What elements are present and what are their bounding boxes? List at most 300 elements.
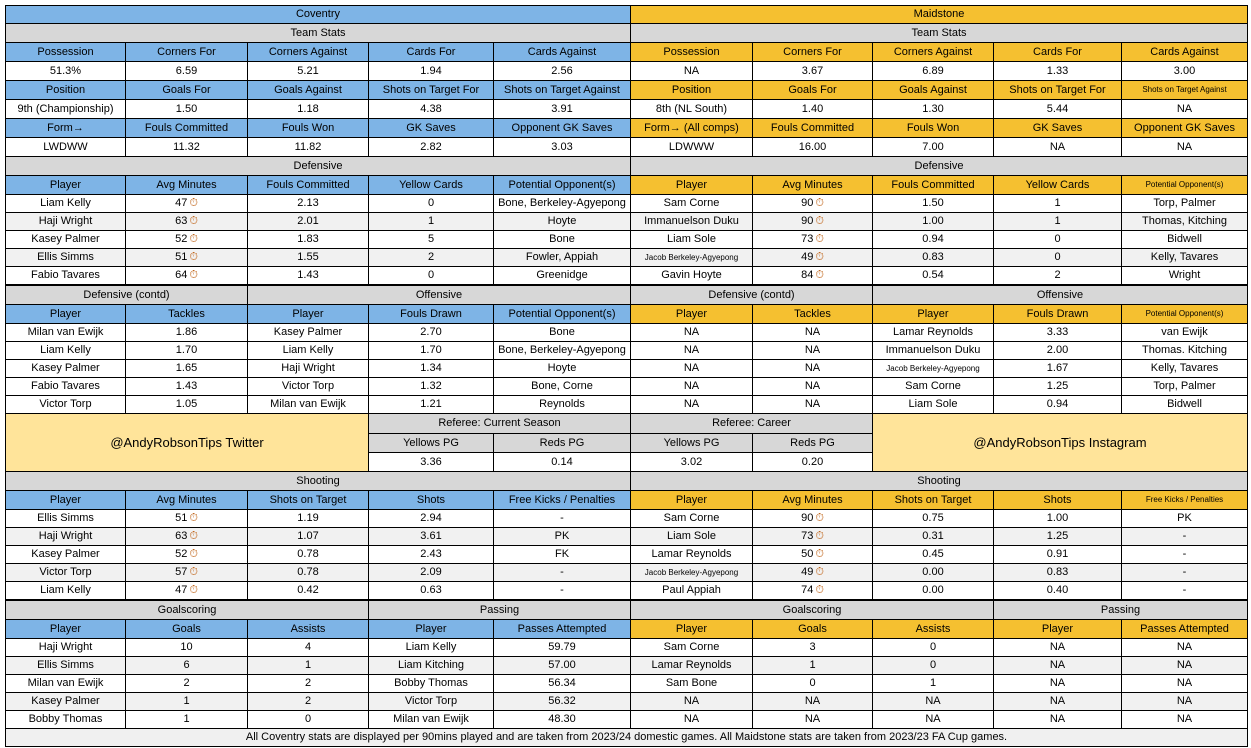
tackles-value-text: NA: [804, 362, 821, 374]
team-stat-header-text: Shots on Target Against: [1142, 85, 1227, 94]
shooting-value: [1121, 581, 1248, 600]
shooting-value-text: -: [560, 512, 564, 524]
defensive-value-text: Bone: [549, 233, 575, 245]
shooting-value: [872, 563, 994, 582]
shooting-value: [125, 509, 248, 528]
team-stat-value: [493, 61, 631, 81]
tackles-value: [752, 359, 873, 378]
player-name: [5, 266, 126, 285]
passing-value-text: 59.79: [548, 641, 576, 653]
referee-header: [493, 433, 631, 453]
shooting-header-text: Free Kicks / Penalties: [508, 493, 616, 506]
player-name-text: Liam Kitching: [397, 659, 465, 671]
player-name: [872, 359, 994, 378]
goalscoring-header-text: Goals: [798, 622, 827, 635]
footer-note-text: All Coventry stats are displayed per 90mins played and are taken from 2023/24 domestic games. All Maidstone stats are taken from 2023/23 FA Cup games.: [245, 731, 1008, 743]
defensive-value-text: 84: [801, 269, 814, 281]
defensive-value: [125, 194, 248, 213]
defensive-header: [872, 175, 994, 195]
player-name: [5, 656, 126, 675]
team-stat-header: [752, 80, 873, 100]
shooting-value: [493, 581, 631, 600]
team-stat-header-text: GK Saves: [1032, 121, 1083, 134]
team-stat-value: [630, 99, 753, 119]
team-stat-value-text: 1.33: [1046, 64, 1069, 77]
team-stat-header-text: Form→: [47, 121, 84, 134]
shooting-value: [993, 509, 1122, 528]
passing-value-text: 57.00: [548, 659, 576, 671]
goalscoring-value: [125, 656, 248, 675]
team-stat-value: [752, 99, 873, 119]
shooting-value: [247, 563, 369, 582]
referee-value: [752, 452, 873, 472]
offensive-header-text: Player: [292, 307, 324, 320]
defensive-value: [493, 266, 631, 285]
player-name-text: NA: [683, 362, 700, 374]
shooting-value: [368, 545, 494, 564]
defensive-value-text: 0.83: [922, 251, 944, 263]
defensive-value: [247, 212, 369, 231]
shooting-value-text: -: [1182, 584, 1187, 596]
section-goalscoring-right-text: Goalscoring: [782, 603, 842, 616]
goalscoring-value: [247, 710, 369, 729]
referee-header-text: Yellows PG: [403, 436, 459, 449]
section-goalscoring-left: [5, 600, 369, 620]
player-name-text: Jacob Berkeley-Agyepong: [886, 363, 980, 373]
shooting-value-text: 51: [175, 512, 188, 524]
player-name: [630, 323, 753, 342]
player-name: [247, 323, 369, 342]
team-stat-header-text: Fouls Committed: [770, 121, 855, 134]
shooting-header: [125, 490, 248, 510]
team-stat-header: [247, 42, 369, 62]
player-name: [993, 710, 1122, 729]
team-stat-value-text: 5.21: [297, 64, 319, 77]
section-shooting-right: [630, 471, 1248, 491]
player-name-text: Liam Kelly: [40, 197, 91, 209]
player-name: [630, 674, 753, 693]
shooting-value-text: -: [560, 584, 564, 596]
goalscoring-value-text: 4: [304, 641, 312, 653]
team-stat-value-text: 5.44: [1046, 102, 1069, 115]
defensive-value: [993, 212, 1122, 231]
defensive-header: [5, 175, 126, 195]
team-stat-value: [1121, 61, 1248, 81]
player-name: [993, 674, 1122, 693]
offensive-value-text: Thomas. Kitching: [1142, 344, 1227, 356]
shooting-value: [368, 581, 494, 600]
shooting-value: [1121, 545, 1248, 564]
offensive-value: [493, 323, 631, 342]
stopwatch-icon: ⏱: [189, 566, 198, 578]
defensive-value-text: Bone, Berkeley-Agyepong: [498, 197, 626, 209]
passing-header-text: Passes Attempted: [517, 622, 607, 635]
team-stat-value: [5, 99, 126, 119]
player-name-text: Haji Wright: [281, 362, 335, 374]
shooting-value: [493, 563, 631, 582]
goalscoring-value: [247, 692, 369, 711]
passing-value-text: NA: [1176, 695, 1193, 707]
player-name: [630, 395, 753, 414]
team-stat-header-text: Cards For: [1033, 45, 1082, 58]
passing-value: [493, 656, 631, 675]
team-stat-header: [1121, 42, 1248, 62]
team-stat-value-text: 3.91: [551, 102, 573, 115]
player-name-text: Milan van Ewijk: [27, 677, 104, 689]
section-team-stats-right: [630, 23, 1248, 43]
team-stat-value-text: 7.00: [922, 140, 944, 153]
defensive-value: [872, 194, 994, 213]
team-stat-value: [993, 61, 1122, 81]
player-name: [5, 194, 126, 213]
defensive-contd-header-text: Tackles: [794, 307, 831, 320]
defensive-value-text: 2.01: [297, 215, 319, 227]
defensive-contd-header-text: Player: [49, 307, 82, 320]
shooting-value-text: 1.00: [1046, 512, 1069, 524]
player-name-text: Victor Torp: [39, 398, 92, 410]
team-stat-value: [493, 99, 631, 119]
offensive-value: [1121, 323, 1248, 342]
offensive-header: [368, 304, 494, 324]
team-stat-value-text: 1.18: [297, 102, 319, 115]
goalscoring-value-text: 2: [304, 695, 312, 707]
stopwatch-icon: ⏱: [815, 215, 824, 227]
shooting-value: [993, 581, 1122, 600]
defensive-value-text: 1: [1054, 197, 1061, 209]
referee-value-text: 3.02: [680, 455, 703, 468]
defensive-value-text: 0: [1054, 233, 1061, 245]
shooting-value: [752, 563, 873, 582]
player-name: [5, 377, 126, 396]
shooting-value-text: 1.19: [297, 512, 319, 524]
team-stat-header: [247, 80, 369, 100]
goalscoring-value: [752, 674, 873, 693]
shooting-value-text: -: [1182, 530, 1187, 542]
defensive-value: [752, 248, 873, 267]
shooting-value-text: 1.25: [1046, 530, 1069, 542]
passing-value-text: 56.32: [548, 695, 576, 707]
offensive-value-text: Bone, Corne: [531, 380, 593, 392]
defensive-value: [247, 248, 369, 267]
player-name-text: Milan van Ewijk: [270, 398, 346, 410]
offensive-value: [1121, 377, 1248, 396]
defensive-value-text: 0.94: [922, 233, 944, 245]
team-stat-header-text: Possession: [37, 45, 94, 58]
tackles-value-text: NA: [804, 398, 821, 410]
player-name: [5, 212, 126, 231]
shooting-header: [1121, 490, 1248, 510]
player-name: [247, 377, 369, 396]
team-stat-header: [125, 118, 248, 138]
team-stat-header-text: Position: [671, 83, 712, 96]
passing-header: [1121, 619, 1248, 639]
team-stat-header: [5, 118, 126, 138]
goalscoring-value-text: 1: [304, 659, 312, 671]
goalscoring-value-text: 6: [183, 659, 190, 671]
player-name-text: NA: [683, 695, 700, 707]
defensive-value-text: 51: [175, 251, 188, 263]
section-shooting-right-text: Shooting: [917, 474, 961, 487]
player-name-text: Fabio Tavares: [31, 269, 100, 281]
player-name: [5, 674, 126, 693]
offensive-value-text: Reynolds: [539, 398, 585, 410]
section-offensive-left-text: Offensive: [415, 288, 463, 301]
team-stat-header-text: Corners For: [783, 45, 842, 58]
shooting-header-text: Player: [675, 493, 708, 506]
passing-value-text: NA: [1176, 641, 1193, 653]
passing-value: [1121, 638, 1248, 657]
team-stat-value: [872, 99, 994, 119]
goalscoring-value-text: NA: [804, 695, 821, 707]
shooting-value-text: 0.78: [297, 548, 319, 560]
shooting-value: [493, 527, 631, 546]
player-name: [630, 692, 753, 711]
shooting-value: [493, 545, 631, 564]
offensive-value: [368, 323, 494, 342]
team-stat-header-text: Goals Against: [274, 83, 342, 96]
team-stat-value-text: LWDWW: [43, 140, 88, 153]
section-defensive-left: [5, 156, 631, 176]
shooting-value-text: 50: [801, 548, 814, 560]
shooting-header-text: Free Kicks / Penalties: [1145, 495, 1224, 504]
shooting-value-text: 2.09: [420, 566, 442, 578]
offensive-header-text: Fouls Drawn: [1026, 307, 1089, 320]
player-name-text: Liam Kelly: [405, 641, 457, 653]
defensive-value-text: Bidwell: [1167, 233, 1202, 245]
team-stat-header: [872, 118, 994, 138]
team-title-coventry-text: Coventry: [295, 8, 341, 20]
team-stat-value-text: 11.82: [294, 140, 322, 153]
player-name-text: Jacob Berkeley-Agyepong: [644, 567, 739, 577]
goalscoring-header: [630, 619, 753, 639]
defensive-header: [125, 175, 248, 195]
player-name-text: Haji Wright: [38, 530, 93, 542]
defensive-value-text: 90: [801, 197, 814, 209]
section-defensive-contd-right: [630, 285, 873, 305]
stopwatch-icon: ⏱: [815, 197, 824, 209]
player-name-text: Immanuelson Duku: [885, 344, 981, 356]
team-stat-value-text: 6.59: [175, 64, 198, 77]
defensive-value: [125, 266, 248, 285]
shooting-value-text: PK: [554, 530, 570, 542]
referee-value-text: 0.14: [551, 455, 573, 468]
player-name-text: Ellis Simms: [37, 659, 94, 671]
team-stat-value-text: 3.03: [551, 140, 573, 153]
team-stat-header: [493, 42, 631, 62]
section-passing-right: [993, 600, 1248, 620]
player-name-text: Sam Corne: [663, 641, 720, 653]
referee-value: [493, 452, 631, 472]
team-stat-header: [630, 80, 753, 100]
defensive-header-text: Avg Minutes: [156, 178, 217, 191]
referee-value: [368, 452, 494, 472]
player-name-text: Liam Kelly: [40, 584, 91, 596]
shooting-header: [993, 490, 1122, 510]
stopwatch-icon: ⏱: [189, 548, 198, 560]
player-name: [5, 230, 126, 249]
referee-header-text: Reds PG: [790, 436, 835, 449]
team-stat-header-text: Fouls Won: [906, 121, 960, 134]
team-stat-value-text: NA: [1176, 102, 1193, 115]
goalscoring-value-text: 10: [180, 641, 193, 653]
goalscoring-value-text: 2: [304, 677, 312, 689]
player-name: [5, 581, 126, 600]
section-defensive-right: [630, 156, 1248, 176]
stopwatch-icon: ⏱: [189, 251, 198, 263]
shooting-value-text: 0.42: [297, 584, 319, 596]
tackles-value: [125, 323, 248, 342]
offensive-value-text: Hoyte: [547, 362, 577, 374]
player-name-text: NA: [1049, 677, 1066, 689]
team-stat-value: [993, 99, 1122, 119]
player-name: [630, 710, 753, 729]
defensive-value: [993, 248, 1122, 267]
passing-value-text: NA: [1176, 659, 1193, 671]
defensive-contd-header-text: Player: [675, 307, 708, 320]
player-name-text: Liam Kelly: [282, 344, 334, 356]
team-stat-header-text: Possession: [663, 45, 720, 58]
goalscoring-value: [125, 674, 248, 693]
instagram-promo-text: @AndyRobsonTips Instagram: [973, 435, 1147, 450]
defensive-value-text: 5: [427, 233, 435, 245]
shooting-value: [125, 581, 248, 600]
section-defensive-contd-left-text: Defensive (contd): [83, 288, 170, 301]
stopwatch-icon: ⏱: [815, 530, 824, 542]
defensive-value-text: Thomas, Kitching: [1142, 215, 1227, 227]
section-team-stats-left-text: Team Stats: [290, 26, 346, 39]
offensive-value: [368, 359, 494, 378]
player-name-text: NA: [1049, 659, 1066, 671]
tackles-value-text: NA: [804, 326, 821, 338]
section-passing-right-text: Passing: [1100, 603, 1141, 616]
referee-header-text: Reds PG: [539, 436, 585, 449]
team-stat-value: [752, 61, 873, 81]
player-name: [630, 545, 753, 564]
goalscoring-value: [872, 692, 994, 711]
player-name: [872, 377, 994, 396]
shooting-value-text: 2.43: [420, 548, 442, 560]
team-stat-header-text: Position: [45, 83, 86, 96]
team-stat-value-text: 3.67: [801, 64, 824, 77]
defensive-value: [752, 230, 873, 249]
shooting-value: [368, 509, 494, 528]
team-stat-header-text: Corners Against: [893, 45, 973, 58]
player-name: [368, 692, 494, 711]
player-name-text: Jacob Berkeley-Agyepong: [644, 252, 739, 262]
offensive-value: [493, 359, 631, 378]
shooting-value-text: 0.00: [922, 566, 944, 578]
shooting-value-text: 49: [801, 566, 814, 578]
team-stat-value-text: 9th (Championship): [17, 102, 114, 115]
team-stat-value: [630, 137, 753, 157]
team-stat-header: [752, 42, 873, 62]
player-name-text: Milan van Ewijk: [393, 713, 469, 725]
shooting-value: [752, 527, 873, 546]
goalscoring-value: [872, 674, 994, 693]
defensive-contd-header: [5, 304, 126, 324]
player-name-text: NA: [1049, 641, 1066, 653]
player-name-text: NA: [683, 344, 700, 356]
player-name: [247, 359, 369, 378]
team-stat-value-text: 1.40: [801, 102, 824, 115]
player-name-text: NA: [683, 380, 700, 392]
offensive-value-text: 1.34: [420, 362, 442, 374]
team-stat-header: [368, 118, 494, 138]
goalscoring-header-text: Player: [49, 622, 82, 635]
player-name-text: NA: [1049, 713, 1066, 725]
referee-career-title: [630, 413, 873, 434]
team-stat-value-text: 3.00: [1173, 64, 1196, 77]
referee-career-title-text: Referee: Career: [712, 417, 791, 429]
goalscoring-value-text: 0: [809, 677, 816, 689]
offensive-value-text: 3.33: [1046, 326, 1069, 338]
stopwatch-icon: ⏱: [815, 584, 824, 596]
player-name: [368, 674, 494, 693]
goalscoring-value-text: 1: [183, 695, 190, 707]
defensive-value-text: 1.50: [922, 197, 944, 209]
defensive-value-text: Hoyte: [547, 215, 577, 227]
player-name-text: Haji Wright: [38, 641, 93, 653]
player-name: [630, 248, 753, 267]
team-stat-value: [752, 137, 873, 157]
defensive-value-text: 2.13: [297, 197, 319, 209]
player-name-text: Bobby Thomas: [394, 677, 468, 689]
goalscoring-header: [247, 619, 369, 639]
goalscoring-value-text: 2: [183, 677, 190, 689]
player-name-text: Ellis Simms: [37, 512, 94, 524]
offensive-value-text: Bidwell: [1167, 398, 1202, 410]
defensive-header: [247, 175, 369, 195]
shooting-value: [872, 581, 994, 600]
passing-header-text: Player: [1041, 622, 1074, 635]
passing-header-text: Passes Attempted: [1140, 622, 1229, 635]
defensive-value-text: Greenidge: [536, 269, 588, 281]
offensive-value-text: Torp, Palmer: [1153, 380, 1216, 392]
shooting-value: [752, 581, 873, 600]
team-stat-header: [5, 42, 126, 62]
referee-current-title: [368, 413, 631, 434]
shooting-header-text: Shots: [1043, 493, 1072, 506]
section-offensive-right-text: Offensive: [1036, 288, 1084, 301]
defensive-header-text: Potential Opponent(s): [1145, 180, 1224, 189]
section-defensive-right-text: Defensive: [914, 159, 964, 172]
offensive-value: [993, 377, 1122, 396]
offensive-value: [368, 341, 494, 360]
goalscoring-header-text: Player: [675, 622, 708, 635]
team-stat-value-text: 2.82: [420, 140, 442, 153]
shooting-value-text: 0.63: [420, 584, 442, 596]
tackles-value-text: NA: [804, 380, 821, 392]
stopwatch-icon: ⏱: [815, 233, 824, 245]
team-stat-value-text: 2.56: [551, 64, 573, 77]
team-stat-value: [493, 137, 631, 157]
tackles-value-text: 1.05: [175, 398, 198, 410]
shooting-header: [368, 490, 494, 510]
player-name: [5, 563, 126, 582]
player-name-text: Gavin Hoyte: [661, 269, 722, 281]
team-stat-value: [125, 61, 248, 81]
shooting-value-text: -: [1182, 566, 1187, 578]
defensive-value-text: Fowler, Appiah: [525, 251, 599, 263]
shooting-value: [368, 563, 494, 582]
team-stat-value: [872, 137, 994, 157]
shooting-value-text: 0.00: [922, 584, 944, 596]
shooting-value: [247, 527, 369, 546]
player-name-text: Kasey Palmer: [31, 362, 100, 374]
player-name: [630, 359, 753, 378]
passing-value: [1121, 692, 1248, 711]
shooting-header: [752, 490, 873, 510]
